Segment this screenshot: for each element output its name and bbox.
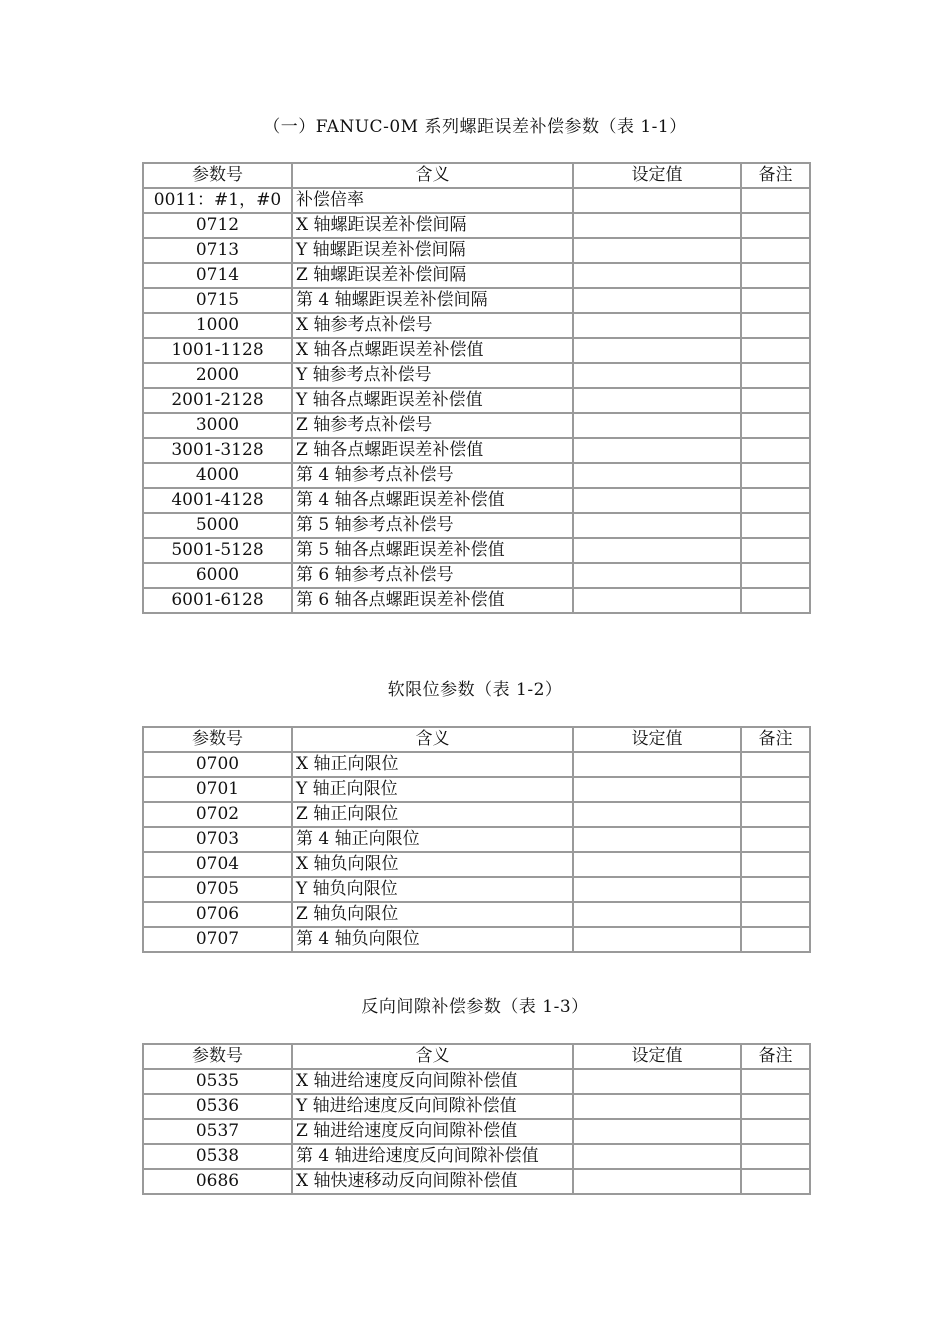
param-number-cell: 6001-6128 xyxy=(143,588,292,613)
set-value-cell xyxy=(573,288,741,313)
set-value-cell xyxy=(573,538,741,563)
meaning-cell: Z 轴螺距误差补偿间隔 xyxy=(292,263,573,288)
meaning-cell: Y 轴负向限位 xyxy=(292,877,573,902)
param-number-cell: 0715 xyxy=(143,288,292,313)
set-value-cell xyxy=(573,802,741,827)
meaning-cell: Z 轴负向限位 xyxy=(292,902,573,927)
remark-cell xyxy=(741,213,810,238)
remark-cell xyxy=(741,1069,810,1094)
meaning-cell: Z 轴进给速度反向间隙补偿值 xyxy=(292,1119,573,1144)
set-value-cell xyxy=(573,1094,741,1119)
table-row xyxy=(143,413,810,438)
table2-body xyxy=(143,752,810,952)
remark-cell xyxy=(741,827,810,852)
table-row xyxy=(143,363,810,388)
set-value-cell xyxy=(573,438,741,463)
param-number-cell: 0712 xyxy=(143,213,292,238)
remark-cell xyxy=(741,777,810,802)
set-value-cell xyxy=(573,388,741,413)
pitch-error-param-table xyxy=(142,162,811,614)
meaning-cell: 第 4 轴各点螺距误差补偿值 xyxy=(292,488,573,513)
remark-cell xyxy=(741,438,810,463)
table1-caption: （一）FANUC-0M 系列螺距误差补偿参数（表 1-1） xyxy=(263,117,687,137)
set-value-cell xyxy=(573,1144,741,1169)
set-value-cell xyxy=(573,777,741,802)
param-number-cell: 2001-2128 xyxy=(143,388,292,413)
param-number-cell: 0701 xyxy=(143,777,292,802)
param-number-cell: 0703 xyxy=(143,827,292,852)
table-row xyxy=(143,188,810,213)
header-meaning: 含义 xyxy=(292,163,573,188)
remark-cell xyxy=(741,752,810,777)
param-number-cell: 0537 xyxy=(143,1119,292,1144)
header-set-value: 设定值 xyxy=(573,1044,741,1069)
remark-cell xyxy=(741,313,810,338)
set-value-cell xyxy=(573,1169,741,1194)
param-number-cell: 0011：#1，#0 xyxy=(143,188,292,213)
meaning-cell: 第 6 轴各点螺距误差补偿值 xyxy=(292,588,573,613)
remark-cell xyxy=(741,1169,810,1194)
set-value-cell xyxy=(573,927,741,952)
table-row xyxy=(143,213,810,238)
header-remark: 备注 xyxy=(741,1044,810,1069)
meaning-cell: 第 4 轴螺距误差补偿间隔 xyxy=(292,288,573,313)
meaning-cell: X 轴进给速度反向间隙补偿值 xyxy=(292,1069,573,1094)
table-row xyxy=(143,1169,810,1194)
table-row xyxy=(143,463,810,488)
meaning-cell: Y 轴进给速度反向间隙补偿值 xyxy=(292,1094,573,1119)
remark-cell xyxy=(741,388,810,413)
set-value-cell xyxy=(573,1069,741,1094)
table-row xyxy=(143,1119,810,1144)
meaning-cell: X 轴各点螺距误差补偿值 xyxy=(292,338,573,363)
meaning-cell: 第 5 轴各点螺距误差补偿值 xyxy=(292,538,573,563)
param-number-cell: 5001-5128 xyxy=(143,538,292,563)
remark-cell xyxy=(741,802,810,827)
table-row xyxy=(143,802,810,827)
meaning-cell: Y 轴参考点补偿号 xyxy=(292,363,573,388)
set-value-cell xyxy=(573,463,741,488)
meaning-cell: 第 5 轴参考点补偿号 xyxy=(292,513,573,538)
param-number-cell: 5000 xyxy=(143,513,292,538)
meaning-cell: X 轴快速移动反向间隙补偿值 xyxy=(292,1169,573,1194)
header-remark: 备注 xyxy=(741,163,810,188)
set-value-cell xyxy=(573,413,741,438)
table-row xyxy=(143,902,810,927)
meaning-cell: Z 轴各点螺距误差补偿值 xyxy=(292,438,573,463)
meaning-cell: Y 轴螺距误差补偿间隔 xyxy=(292,238,573,263)
set-value-cell xyxy=(573,213,741,238)
remark-cell xyxy=(741,188,810,213)
param-number-cell: 0714 xyxy=(143,263,292,288)
table1-body xyxy=(143,188,810,613)
header-remark: 备注 xyxy=(741,727,810,752)
header-set-value: 设定值 xyxy=(573,163,741,188)
table-row xyxy=(143,438,810,463)
table-row xyxy=(143,263,810,288)
param-number-cell: 2000 xyxy=(143,363,292,388)
meaning-cell: X 轴参考点补偿号 xyxy=(292,313,573,338)
remark-cell xyxy=(741,1119,810,1144)
remark-cell xyxy=(741,363,810,388)
table-row xyxy=(143,827,810,852)
soft-limit-param-table xyxy=(142,726,811,953)
remark-cell xyxy=(741,877,810,902)
table-row xyxy=(143,1144,810,1169)
meaning-cell: Y 轴正向限位 xyxy=(292,777,573,802)
table-row xyxy=(143,877,810,902)
table-row xyxy=(143,852,810,877)
remark-cell xyxy=(741,852,810,877)
set-value-cell xyxy=(573,263,741,288)
param-number-cell: 1001-1128 xyxy=(143,338,292,363)
remark-cell xyxy=(741,927,810,952)
remark-cell xyxy=(741,563,810,588)
meaning-cell: Z 轴正向限位 xyxy=(292,802,573,827)
table-header-row xyxy=(143,727,810,752)
remark-cell xyxy=(741,463,810,488)
set-value-cell xyxy=(573,488,741,513)
set-value-cell xyxy=(573,363,741,388)
set-value-cell xyxy=(573,513,741,538)
table-row xyxy=(143,388,810,413)
table-row xyxy=(143,752,810,777)
meaning-cell: 第 4 轴负向限位 xyxy=(292,927,573,952)
table-row xyxy=(143,563,810,588)
param-number-cell: 0702 xyxy=(143,802,292,827)
param-number-cell: 0704 xyxy=(143,852,292,877)
param-number-cell: 0713 xyxy=(143,238,292,263)
param-number-cell: 0707 xyxy=(143,927,292,952)
remark-cell xyxy=(741,263,810,288)
table3-body xyxy=(143,1069,810,1194)
param-number-cell: 4000 xyxy=(143,463,292,488)
param-number-cell: 0535 xyxy=(143,1069,292,1094)
table-row xyxy=(143,777,810,802)
remark-cell xyxy=(741,488,810,513)
remark-cell xyxy=(741,413,810,438)
param-number-cell: 3001-3128 xyxy=(143,438,292,463)
meaning-cell: Z 轴参考点补偿号 xyxy=(292,413,573,438)
set-value-cell xyxy=(573,563,741,588)
param-number-cell: 0538 xyxy=(143,1144,292,1169)
set-value-cell xyxy=(573,588,741,613)
set-value-cell xyxy=(573,902,741,927)
remark-cell xyxy=(741,288,810,313)
table3-caption: 反向间隙补偿参数（表 1-3） xyxy=(361,997,589,1017)
header-meaning: 含义 xyxy=(292,1044,573,1069)
set-value-cell xyxy=(573,313,741,338)
param-number-cell: 1000 xyxy=(143,313,292,338)
param-number-cell: 0536 xyxy=(143,1094,292,1119)
param-number-cell: 0700 xyxy=(143,752,292,777)
meaning-cell: X 轴螺距误差补偿间隔 xyxy=(292,213,573,238)
table-row xyxy=(143,513,810,538)
table-row xyxy=(143,288,810,313)
remark-cell xyxy=(741,338,810,363)
table-row xyxy=(143,313,810,338)
param-number-cell: 4001-4128 xyxy=(143,488,292,513)
table-row xyxy=(143,927,810,952)
set-value-cell xyxy=(573,338,741,363)
meaning-cell: 第 4 轴参考点补偿号 xyxy=(292,463,573,488)
remark-cell xyxy=(741,902,810,927)
meaning-cell: X 轴正向限位 xyxy=(292,752,573,777)
table-row xyxy=(143,488,810,513)
param-number-cell: 6000 xyxy=(143,563,292,588)
header-param-no: 参数号 xyxy=(143,1044,292,1069)
set-value-cell xyxy=(573,852,741,877)
table-row xyxy=(143,1094,810,1119)
table-row xyxy=(143,588,810,613)
set-value-cell xyxy=(573,238,741,263)
meaning-cell: 第 4 轴正向限位 xyxy=(292,827,573,852)
remark-cell xyxy=(741,538,810,563)
set-value-cell xyxy=(573,827,741,852)
param-number-cell: 3000 xyxy=(143,413,292,438)
meaning-cell: 补偿倍率 xyxy=(292,188,573,213)
header-set-value: 设定值 xyxy=(573,727,741,752)
table-row xyxy=(143,338,810,363)
param-number-cell: 0686 xyxy=(143,1169,292,1194)
set-value-cell xyxy=(573,1119,741,1144)
set-value-cell xyxy=(573,752,741,777)
meaning-cell: X 轴负向限位 xyxy=(292,852,573,877)
meaning-cell: Y 轴各点螺距误差补偿值 xyxy=(292,388,573,413)
set-value-cell xyxy=(573,188,741,213)
table-header-row xyxy=(143,163,810,188)
meaning-cell: 第 4 轴进给速度反向间隙补偿值 xyxy=(292,1144,573,1169)
meaning-cell: 第 6 轴参考点补偿号 xyxy=(292,563,573,588)
header-param-no: 参数号 xyxy=(143,163,292,188)
table2-caption: 软限位参数（表 1-2） xyxy=(387,680,563,700)
remark-cell xyxy=(741,1094,810,1119)
set-value-cell xyxy=(573,877,741,902)
header-meaning: 含义 xyxy=(292,727,573,752)
table-header-row xyxy=(143,1044,810,1069)
remark-cell xyxy=(741,238,810,263)
param-number-cell: 0705 xyxy=(143,877,292,902)
param-number-cell: 0706 xyxy=(143,902,292,927)
backlash-param-table xyxy=(142,1043,811,1195)
table-row xyxy=(143,238,810,263)
table-row xyxy=(143,1069,810,1094)
header-param-no: 参数号 xyxy=(143,727,292,752)
remark-cell xyxy=(741,513,810,538)
table-row xyxy=(143,538,810,563)
remark-cell xyxy=(741,588,810,613)
remark-cell xyxy=(741,1144,810,1169)
